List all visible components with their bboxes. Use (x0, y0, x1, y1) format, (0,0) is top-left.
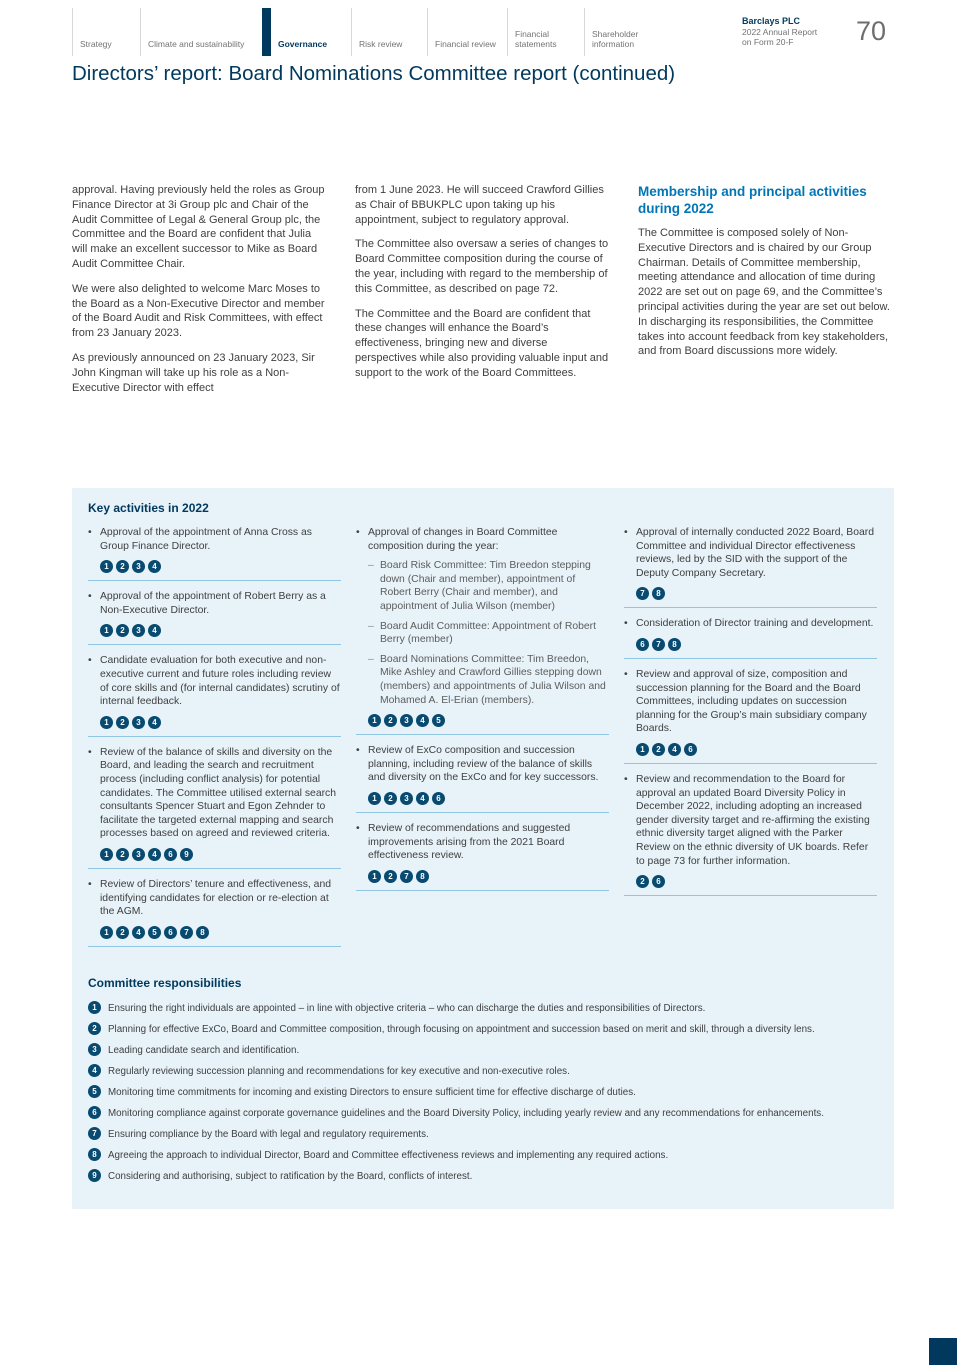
responsibility-text: Monitoring compliance against corporate governance guidelines and the Board Diversity Policy, including yearly review and any recommendations for enhancements. (108, 1107, 824, 1119)
responsibility-badge-3: 3 (132, 848, 145, 861)
responsibility-badge-2: 2 (384, 870, 397, 883)
responsibility-badge-4: 4 (148, 716, 161, 729)
nav-tab-label: Strategy (80, 39, 112, 49)
responsibility-item (88, 1065, 878, 1078)
responsibility-badge-4: 4 (668, 743, 681, 756)
bullet-icon: • (88, 746, 92, 758)
key-activity-text: Review of recommendations and suggested improvements arising from the 2021 Board effectiveness review. (368, 822, 571, 862)
page-title: Directors’ report: Board Nominations Committee report (continued) (72, 62, 676, 85)
bullet-icon: • (356, 527, 360, 538)
responsibility-text: Agreeing the approach to individual Director, Board and Committee effectiveness reviews and implementing any required actions. (108, 1149, 669, 1161)
dash-icon: – (368, 653, 374, 665)
responsibility-badges (88, 560, 341, 573)
intro-section (72, 183, 894, 405)
membership-heading: Membership and principal activities during 2022 (638, 184, 867, 216)
responsibility-badge-2: 2 (116, 624, 129, 637)
key-activity-subtext: Board Risk Committee: Tim Breedon stepping down (Chair and member), appointment of Robert Berry (Chair and member), and appointment of Julia Wilson (member) (380, 560, 591, 612)
report-form-line: on Form 20-F (742, 37, 794, 47)
key-activities-panel (72, 488, 894, 1209)
intro-col-2 (355, 183, 610, 405)
key-activity-bullet-row (88, 526, 341, 553)
key-activity-bullet-row (356, 526, 609, 553)
key-activities-column-3 (624, 526, 877, 956)
key-activity-bullet-row (356, 822, 609, 863)
responsibility-badge-4: 4 (148, 624, 161, 637)
responsibility-number-6: 6 (88, 1106, 101, 1119)
bullet-icon: • (88, 527, 92, 538)
key-activity-bullet-row (624, 617, 877, 631)
page-corner-marker (929, 1338, 957, 1365)
responsibility-badge-5: 5 (432, 714, 445, 727)
key-activity-bullet-row (88, 590, 341, 617)
responsibility-badge-1: 1 (100, 848, 113, 861)
brand-name: Barclays PLC (742, 16, 801, 26)
key-activity-text: Approval of the appointment of Anna Cross as Group Finance Director. (100, 527, 312, 552)
responsibility-badge-6: 6 (684, 743, 697, 756)
responsibility-number-7: 7 (88, 1127, 101, 1140)
key-activity-subitem (368, 653, 609, 707)
nav-tab-risk-review[interactable] (351, 8, 427, 56)
responsibility-number-4: 4 (88, 1064, 101, 1077)
responsibility-badge-4: 4 (148, 848, 161, 861)
responsibility-number-3: 3 (88, 1043, 101, 1056)
responsibility-badge-6: 6 (652, 875, 665, 888)
key-activity-subtext: Board Audit Committee: Appointment of Robert Berry (member) (380, 620, 597, 646)
bullet-icon: • (356, 822, 360, 834)
publication-info (742, 8, 852, 56)
responsibility-badges (624, 587, 877, 600)
responsibility-badge-1: 1 (636, 743, 649, 756)
key-activity-item (88, 526, 341, 581)
key-activities-heading: Key activities in 2022 (88, 501, 209, 515)
responsibility-badge-4: 4 (132, 926, 145, 939)
key-activity-text: Review of Directors’ tenure and effectiveness, and identifying candidates for election or re-election at the AGM. (100, 878, 332, 918)
bullet-icon: • (88, 878, 92, 890)
responsibility-badge-2: 2 (384, 714, 397, 727)
responsibility-badges (624, 743, 877, 756)
responsibility-badge-2: 2 (636, 875, 649, 888)
key-activity-text: Review of ExCo composition and succession planning, including review of the balance of skills and diversity on the ExCo and for key successors. (368, 745, 599, 784)
responsibility-badge-4: 4 (416, 714, 429, 727)
paragraph: approval. Having previously held the roles as Group Finance Director at 3i Group plc and Chair of the Audit Committee of Legal & General Group plc, the Committee and the Board are confident that Julia will make an excellent successor to Mike as Board Audit Committee Chair. (72, 184, 325, 270)
responsibility-badge-4: 4 (416, 792, 429, 805)
responsibility-badge-5: 5 (148, 926, 161, 939)
responsibility-badge-9: 9 (180, 848, 193, 861)
responsibility-text: Ensuring compliance by the Board with legal and regulatory requirements. (108, 1128, 429, 1140)
paragraph: We were also delighted to welcome Marc Moses to the Board as a Non-Executive Director and member of the Board Audit and Risk Committees, with effect from 23 January 2023. (72, 282, 325, 340)
key-activity-item (356, 526, 609, 735)
responsibilities-heading: Committee responsibilities (88, 975, 242, 990)
responsibility-text: Leading candidate search and identification. (108, 1044, 300, 1056)
key-activity-text: Review of the balance of skills and diversity on the Board, and leading the search and recruitment process (including conflict analysis) for potential candidates. The Committee utilised external search consultants Spencer Stuart and Egon Zehnder to facilitate the targeted external mapping and search processes based on agreed and reviewed criteria. (100, 746, 337, 840)
header-tabs (72, 8, 669, 56)
bullet-icon: • (624, 773, 628, 785)
responsibility-badge-3: 3 (400, 792, 413, 805)
responsibility-badge-7: 7 (400, 870, 413, 883)
bullet-icon: • (624, 618, 628, 630)
nav-tab-label: Climate and sustainability (148, 39, 245, 49)
paragraph: The Committee also oversaw a series of changes to Board Committee composition during the course of the year, including with regard to the membership of this Committee, as described on page 72. (355, 238, 609, 295)
report-title-line: 2022 Annual Report (742, 26, 818, 37)
intro-col-3 (638, 183, 893, 405)
key-activity-bullet-row (624, 668, 877, 736)
responsibility-badge-8: 8 (652, 587, 665, 600)
responsibility-number-5: 5 (88, 1085, 101, 1098)
responsibility-item (88, 1002, 878, 1015)
key-activity-text: Approval of the appointment of Robert Berry as a Non-Executive Director. (100, 591, 326, 616)
key-activity-item (88, 878, 341, 947)
responsibility-badges (88, 848, 341, 861)
responsibility-badge-6: 6 (164, 848, 177, 861)
responsibility-text: Considering and authorising, subject to ratification by the Board, conflicts of interest. (108, 1170, 473, 1182)
key-activity-text: Approval of internally conducted 2022 Board, Board Committee and individual Director effectiveness reviews, led by the SID with the support of the Deputy Company Secretary. (636, 527, 874, 579)
bullet-icon: • (624, 668, 628, 680)
nav-tab-financial-review[interactable] (427, 8, 507, 56)
responsibility-badge-1: 1 (368, 870, 381, 883)
responsibility-badge-7: 7 (180, 926, 193, 939)
nav-tab-governance[interactable] (262, 8, 351, 56)
responsibility-item (88, 1107, 878, 1120)
responsibility-item (88, 1170, 878, 1183)
bullet-icon: • (88, 655, 92, 667)
page-number: 70 (856, 16, 887, 46)
responsibility-badges (356, 792, 609, 805)
responsibility-badge-1: 1 (100, 926, 113, 939)
responsibility-number-1: 1 (88, 1001, 101, 1014)
key-activity-text: Review and recommendation to the Board for approval an updated Board Diversity Policy in December 2022, including adopting an increased gender diversity target and re-affirming the existing ethnic diversity target aligned with the Parker Review on the ethnic diversity of UK boards. Refer to page 73 for further information. (636, 773, 870, 867)
nav-tab-strategy[interactable] (72, 8, 140, 56)
responsibility-badge-2: 2 (652, 743, 665, 756)
key-activity-item (624, 617, 877, 659)
key-activity-bullet-row (624, 773, 877, 868)
responsibilities-list (88, 1002, 878, 1183)
paragraph: from 1 June 2023. He will succeed Crawford Gillies as Chair of BBUKPLC upon taking up his appointment, subject to regulatory approval. (355, 184, 604, 226)
key-activity-item (88, 590, 341, 645)
bullet-icon: • (356, 745, 360, 757)
nav-tab-label: Financial review (435, 39, 496, 49)
key-activity-item (624, 526, 877, 608)
intro-col-3-body (638, 226, 893, 359)
responsibility-badge-7: 7 (652, 638, 665, 651)
responsibility-text: Regularly reviewing succession planning and recommendations for key executive and non-executive roles. (108, 1065, 570, 1077)
responsibility-item (88, 1044, 878, 1057)
nav-tab-label: Governance (278, 39, 328, 49)
dash-icon: – (368, 560, 374, 572)
responsibility-badge-2: 2 (116, 926, 129, 939)
paragraph: The Committee is composed solely of Non-Executive Directors and is chaired by our Group Chairman. Details of Committee membership, meeting attendance and allocation of time during 2022 are set out on page 69, and the Committee’s principal activities during the year are set out below. In discharging its responsibilities, the Committee takes into account feedback from key stakeholders, and from Board discussions more widely. (638, 227, 890, 358)
key-activity-subitem (368, 620, 609, 647)
responsibility-text: Monitoring time commitments for incoming and existing Directors to ensure sufficient time for effective discharge of duties. (108, 1086, 636, 1098)
key-activity-text: Candidate evaluation for both executive and non-executive current and future roles including review of core skills and (for internal candidates) scrutiny of internal feedback. (100, 655, 340, 708)
key-activity-text: Consideration of Director training and development. (636, 618, 874, 630)
responsibility-badge-1: 1 (100, 624, 113, 637)
paragraph: The Committee and the Board are confident that these changes will enhance the Board’s effectiveness, bringing new and diverse perspectives while also providing valuable input and support to the work of the Board Committees. (355, 307, 609, 379)
key-activity-subitem (368, 559, 609, 613)
responsibility-badge-3: 3 (132, 624, 145, 637)
responsibility-badge-8: 8 (668, 638, 681, 651)
responsibility-text: Planning for effective ExCo, Board and Committee composition, through focusing on appointment and succession based on merit and skill, through a diversity lens. (108, 1023, 815, 1035)
key-activities-column-1 (88, 526, 341, 956)
responsibility-badge-8: 8 (196, 926, 209, 939)
responsibility-badge-1: 1 (368, 714, 381, 727)
key-activity-text: Approval of changes in Board Committee composition during the year: (368, 527, 558, 552)
key-activity-item (624, 668, 877, 764)
bullet-icon: • (624, 527, 628, 538)
responsibility-item (88, 1086, 878, 1099)
key-activity-text: Review and approval of size, composition and succession planning for the Board and the Board Committees, including updates on succession planning for the Group’s main subsidiary company Boards. (636, 668, 867, 735)
nav-tab-label: Financial statements (515, 29, 557, 49)
responsibility-badge-7: 7 (636, 587, 649, 600)
key-activity-subtext: Board Nominations Committee: Tim Breedon, Mike Ashley and Crawford Gillies stepping down (members) and appointments of Julia Wilson and Mohamed A. El-Erian (members). (380, 653, 606, 706)
dash-icon: – (368, 620, 374, 632)
responsibility-badges (88, 716, 341, 729)
responsibility-item (88, 1128, 878, 1141)
responsibility-badge-1: 1 (100, 716, 113, 729)
key-activity-bullet-row (356, 744, 609, 785)
responsibility-badges (88, 926, 341, 939)
responsibility-badge-6: 6 (636, 638, 649, 651)
intro-col-1 (72, 183, 327, 405)
responsibility-badge-2: 2 (116, 560, 129, 573)
nav-tab-financial-statements[interactable] (507, 8, 584, 56)
responsibility-badges (356, 714, 609, 727)
key-activity-item (88, 746, 341, 869)
paragraph: As previously announced on 23 January 2023, Sir John Kingman will take up his role as a Non-Executive Director with effect (72, 351, 315, 394)
key-activity-item (356, 822, 609, 891)
responsibility-badges (356, 870, 609, 883)
key-activity-bullet-row (88, 746, 341, 841)
responsibility-number-9: 9 (88, 1169, 101, 1182)
responsibility-number-8: 8 (88, 1148, 101, 1161)
responsibility-badge-8: 8 (416, 870, 429, 883)
key-activity-bullet-row (88, 878, 341, 919)
responsibility-badge-1: 1 (368, 792, 381, 805)
responsibility-badge-6: 6 (432, 792, 445, 805)
bullet-icon: • (88, 591, 92, 603)
responsibility-badge-4: 4 (148, 560, 161, 573)
responsibility-number-2: 2 (88, 1022, 101, 1035)
responsibility-text: Ensuring the right individuals are appointed – in line with objective criteria – who can discharge the duties and responsibilities of Directors. (108, 1002, 706, 1014)
header (72, 8, 894, 56)
responsibility-badges (88, 624, 341, 637)
responsibility-badges (624, 875, 877, 888)
responsibility-badge-2: 2 (384, 792, 397, 805)
nav-tab-label: Shareholder information (592, 29, 639, 49)
key-activities-columns (88, 526, 878, 956)
nav-tab-label: Risk review (359, 39, 403, 49)
responsibility-badge-2: 2 (116, 848, 129, 861)
key-activity-bullet-row (88, 654, 341, 708)
key-activity-item (624, 773, 877, 896)
key-activities-column-2 (356, 526, 609, 956)
responsibility-badge-6: 6 (164, 926, 177, 939)
responsibility-badge-2: 2 (116, 716, 129, 729)
responsibility-badge-3: 3 (400, 714, 413, 727)
nav-tab-climate-and-sustainability[interactable] (140, 8, 262, 56)
responsibility-item (88, 1023, 878, 1036)
responsibility-badge-3: 3 (132, 716, 145, 729)
responsibility-badge-3: 3 (132, 560, 145, 573)
responsibility-item (88, 1149, 878, 1162)
responsibility-badge-1: 1 (100, 560, 113, 573)
key-activity-bullet-row (624, 526, 877, 580)
nav-tab-shareholder-information[interactable] (584, 8, 669, 56)
key-activity-item (356, 744, 609, 813)
responsibility-badges (624, 638, 877, 651)
key-activity-item (88, 654, 341, 736)
